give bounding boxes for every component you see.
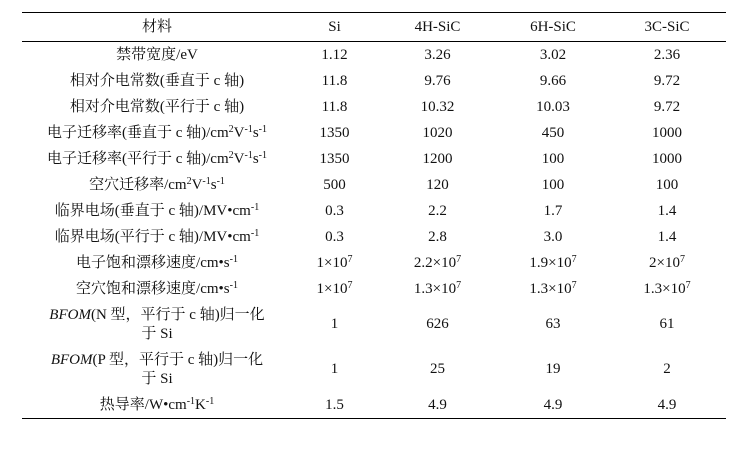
cell-value: 450	[541, 124, 565, 141]
cell-value: 1350	[319, 150, 350, 167]
cell-value: 100	[541, 176, 565, 193]
cell-value: 4.9	[608, 392, 726, 419]
cell-value: 4.9	[377, 392, 498, 419]
cell-value: $1.3\times 10^7$	[643, 279, 691, 297]
cell-value: 63	[545, 316, 561, 332]
table-row	[22, 172, 726, 198]
row-label: 空穴饱和漂移速度$/cm•s^{-1}$	[76, 279, 238, 297]
table-row	[22, 250, 726, 276]
bfom-label-rest: (P 型，平行于 c 轴)归一化	[92, 351, 264, 368]
cell-value: 1.4	[657, 202, 677, 219]
cell-value: 2	[663, 361, 671, 377]
row-label: 热导率$/W•cm^{-1}K^{-1}$	[22, 392, 292, 419]
cell-value: $1.3\times 10^7$	[529, 279, 577, 297]
row-label	[22, 347, 292, 392]
cell-value: 1000	[652, 124, 682, 141]
cell-value: 2.36	[653, 46, 681, 63]
cell-value: $1.3\times 10^7$	[413, 279, 462, 297]
row-label: 电子迁移率(平行于 c 轴)$/cm^2V^{-1}s^{-1}$	[46, 149, 268, 167]
row-label: 电子迁移率(垂直于 c 轴)$/cm^2V^{-1}s^{-1}$	[46, 123, 268, 141]
table-row	[22, 42, 726, 69]
table-row	[22, 94, 726, 120]
cell-value: 0.3	[325, 202, 344, 219]
cell-value: 120	[426, 176, 449, 193]
bfom-label: BFOM	[50, 351, 93, 368]
table-row	[22, 68, 726, 94]
table-row	[22, 146, 726, 172]
cell-value: 9.76	[424, 72, 451, 89]
cell-value: 2.8	[428, 228, 447, 245]
cell-value: 2.2	[428, 202, 447, 219]
cell-value: 1	[330, 361, 339, 377]
row-label: 相对介电常数(垂直于 c 轴)	[69, 72, 245, 89]
cell-value: 1.12	[321, 46, 348, 63]
cell-value: 100	[541, 150, 565, 167]
cell-value: 1000	[652, 150, 682, 167]
cell-value: 10.03	[536, 98, 570, 115]
cell-value: $1.9\times 10^7$	[529, 253, 577, 271]
table-header-row	[22, 13, 726, 42]
cell-value: $2\times 10^7$	[649, 253, 685, 271]
cell-value: 9.66	[539, 72, 567, 89]
cell-value: 500	[323, 176, 346, 193]
table-row	[22, 392, 726, 419]
header-si: Si	[292, 13, 377, 42]
cell-value: 3.02	[539, 46, 567, 63]
material-properties-table	[22, 12, 726, 419]
table-row	[22, 120, 726, 146]
header-material: 材料	[22, 13, 292, 42]
cell-value: 61	[659, 316, 675, 332]
cell-value: 19	[545, 361, 561, 377]
cell-value: $2.2\times 10^7$	[413, 253, 462, 271]
cell-value: 3.26	[424, 46, 451, 63]
row-label	[22, 302, 292, 347]
header-4h-sic: 4H-SiC	[377, 13, 498, 42]
cell-value: 626	[426, 316, 449, 332]
cell-value: 3.0	[543, 228, 563, 245]
header-3c-sic: 3C-SiC	[608, 13, 726, 42]
cell-value: 11.8	[321, 98, 348, 115]
cell-value: 10.32	[420, 98, 455, 115]
cell-value: 1350	[319, 124, 350, 141]
cell-value: 100	[655, 176, 679, 193]
bfom-label-rest-2: 于 Si	[141, 325, 173, 342]
table-row	[22, 276, 726, 302]
row-label: 临界电场(平行于 c 轴)$/MV•cm^{-1}$	[54, 227, 260, 245]
cell-value: 1.4	[657, 228, 677, 245]
header-6h-sic: 6H-SiC	[498, 13, 608, 42]
row-label: 禁带宽度/eV	[116, 46, 198, 63]
row-label: 电子饱和漂移速度$/cm•s^{-1}$	[76, 253, 238, 271]
cell-value: 9.72	[653, 72, 681, 89]
row-label: 空穴迁移率$/cm^2V^{-1}s^{-1}$	[89, 175, 225, 193]
table-row	[22, 198, 726, 224]
cell-value: 1	[330, 316, 339, 332]
bfom-label: BFOM	[49, 306, 91, 323]
cell-value: 4.9	[498, 392, 608, 419]
bfom-label-rest: (N 型，平行于 c 轴)归一化	[90, 306, 265, 323]
cell-value: 11.8	[321, 72, 348, 89]
table-row	[22, 347, 726, 392]
bfom-label-rest-2: 于 Si	[141, 370, 173, 387]
row-label: 临界电场(垂直于 c 轴)$/MV•cm^{-1}$	[54, 201, 260, 219]
row-label: 相对介电常数(平行于 c 轴)	[69, 98, 245, 115]
cell-value: 1200	[422, 150, 453, 167]
cell-value: $1\times 10^7$	[316, 279, 353, 297]
cell-value: 9.72	[653, 98, 681, 115]
cell-value: $1\times 10^7$	[316, 253, 353, 271]
cell-value: 1.7	[543, 202, 563, 219]
cell-value: 1020	[422, 124, 453, 141]
cell-value: 25	[430, 361, 445, 377]
cell-value: 1.5	[292, 392, 377, 419]
cell-value: 0.3	[325, 228, 344, 245]
table-row	[22, 302, 726, 347]
table-row	[22, 224, 726, 250]
